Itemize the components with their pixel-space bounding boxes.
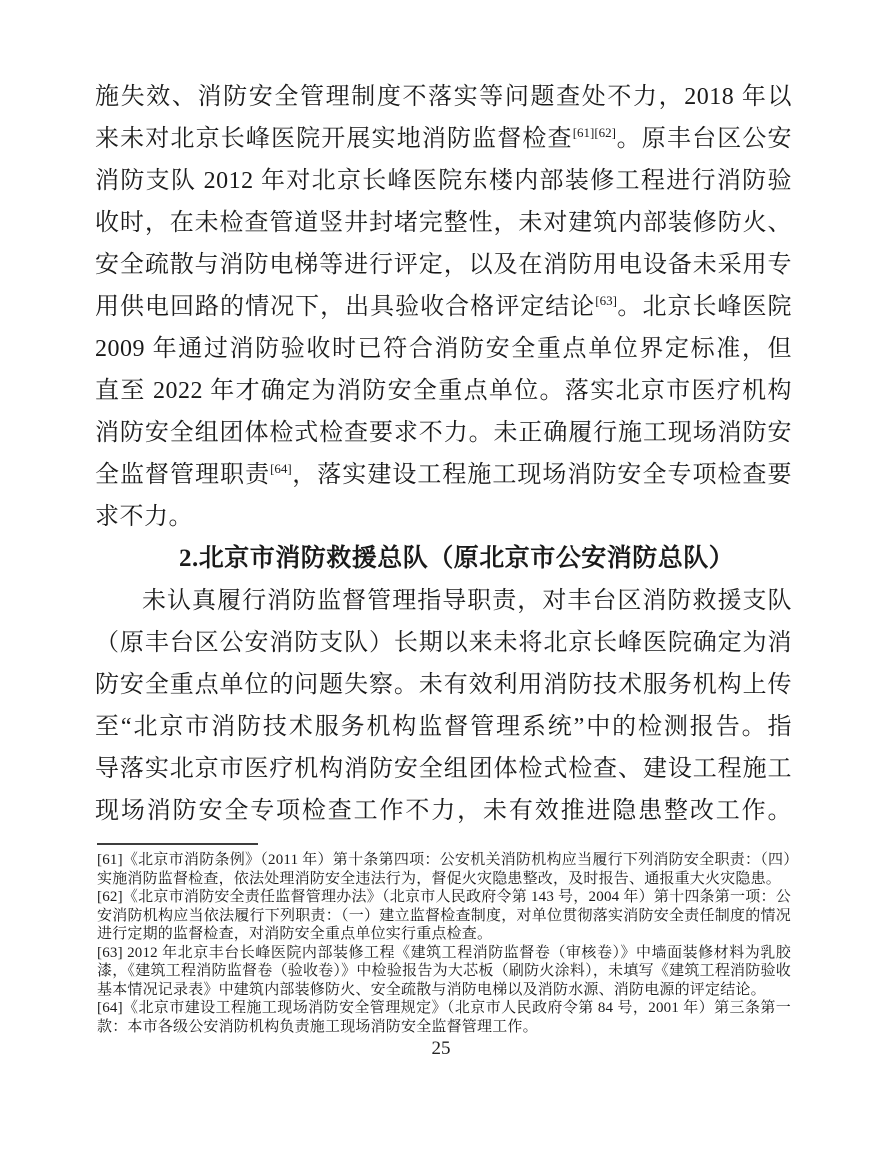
body-line-text: 全监督管理职责: [95, 462, 271, 488]
body-line: [95, 160, 792, 202]
footnote-marker: [62]: [97, 889, 123, 905]
footnote-separator: [97, 843, 258, 845]
body-line-text: 2009 年通过消防验收时已符合消防安全重点单位界定标准，但: [95, 336, 792, 362]
body-text: [95, 76, 792, 832]
body-line-text: 求不力。: [95, 504, 193, 530]
footnote: [97, 888, 791, 944]
body-line-text: （原丰台区公安消防支队）长期以来未将北京长峰医院确定为消: [95, 630, 792, 656]
body-line: [95, 118, 792, 160]
footnote-text: 《北京市建设工程施工现场消防安全管理规定》（北京市人民政府令第 84 号，2001 年）第三条第一款：本市各级公安消防机构负责施工现场消防安全监督管理工作。: [97, 1000, 791, 1035]
footnotes-section: [97, 851, 791, 1036]
body-line-text: 未认真履行消防监督管理指导职责，对丰台区消防救援支队: [142, 588, 792, 614]
body-line: [95, 412, 792, 454]
body-line: [95, 202, 792, 244]
body-line: [95, 622, 792, 664]
body-line-text: 现场消防安全专项检查工作不力，未有效推进隐患整改工作。: [95, 798, 792, 824]
body-line: [95, 580, 792, 622]
body-line: [95, 496, 792, 538]
body-line: [95, 244, 792, 286]
body-line: [95, 370, 792, 412]
body-line: [95, 328, 792, 370]
footnote: [97, 851, 791, 888]
footnote: [97, 999, 791, 1036]
body-line-text: 消防安全组团体检式检查要求不力。未正确履行施工现场消防安: [95, 420, 792, 446]
footnote-reference: [64]: [270, 461, 292, 476]
body-line-text: 施失效、消防安全管理制度不落实等问题查处不力，2018 年以: [95, 84, 792, 110]
footnote-text: 《北京市消防安全责任监督管理办法》（北京市人民政府令第 143 号，2004 年）第十四条第一项：公安消防机构应当依法履行下列职责：（一）建立监督检查制度，对单位贯彻落实消防安全责任制度的情况进行定期的监督检查，对消防安全重点单位实行重点检查。: [97, 889, 791, 942]
footnote-text: 2012 年北京丰台长峰医院内部装修工程《建筑工程消防监督卷（审核卷）》中墙面装修材料为乳胶漆，《建筑工程消防监督卷（验收卷）》中检验报告为大芯板（刷防火涂料），未填写《建筑工程消防验收基本情况记录表》中建筑内部装修防火、安全疏散与消防电梯以及消防水源、消防电源的评定结论。: [97, 944, 791, 998]
body-line-text: 导落实北京市医疗机构消防安全组团体检式检查、建设工程施工: [95, 756, 792, 782]
body-line-text: 用供电回路的情况下，出具验收合格评定结论: [95, 294, 596, 320]
body-line: [95, 454, 792, 496]
body-line: [95, 664, 792, 706]
footnote-text: 《北京市消防条例》（2011 年）第十条第四项：公安机关消防机构应当履行下列消防安全职责：（四）实施消防监督检查，依法处理消防安全违法行为，督促火灾隐患整改，及时报告、通报重大火灾隐患。: [97, 852, 791, 887]
body-line-text: 消防支队 2012 年对北京长峰医院东楼内部装修工程进行消防验: [95, 168, 792, 194]
body-line-text: 。北京长峰医院: [616, 294, 793, 320]
body-line-text: 安全疏散与消防电梯等进行评定，以及在消防用电设备未采用专: [95, 252, 792, 278]
body-line: [95, 790, 792, 832]
page-number: 25: [431, 1038, 451, 1059]
body-line: [95, 76, 792, 118]
footnote-marker: [61]: [97, 852, 123, 868]
body-line-text: ，落实建设工程施工现场消防安全专项检查要: [291, 462, 793, 488]
body-line: [95, 748, 792, 790]
footnote: [97, 944, 791, 1000]
body-line-text: 来未对北京长峰医院开展实地消防监督检查: [95, 126, 573, 152]
body-line: [95, 706, 792, 748]
footnote-reference: [61][62]: [572, 125, 617, 140]
footnote-marker: [64]: [97, 1000, 123, 1016]
body-line-text: 。原丰台区公安: [616, 126, 793, 152]
body-line-text: 防安全重点单位的问题失察。未有效利用消防技术服务机构上传: [95, 672, 792, 698]
footnote-reference: [63]: [595, 293, 617, 308]
body-line-text: 收时，在未检查管道竖井封堵完整性，未对建筑内部装修防火、: [95, 210, 792, 236]
section-heading: 2.北京市消防救援总队（原北京市公安消防总队）: [179, 545, 735, 572]
body-line-text: 直至 2022 年才确定为消防安全重点单位。落实北京市医疗机构: [95, 378, 792, 404]
body-line-text: 至“北京市消防技术服务机构监督管理系统”中的检测报告。指: [95, 714, 792, 740]
body-line: [95, 286, 792, 328]
footnote-marker: [63]: [97, 944, 123, 961]
